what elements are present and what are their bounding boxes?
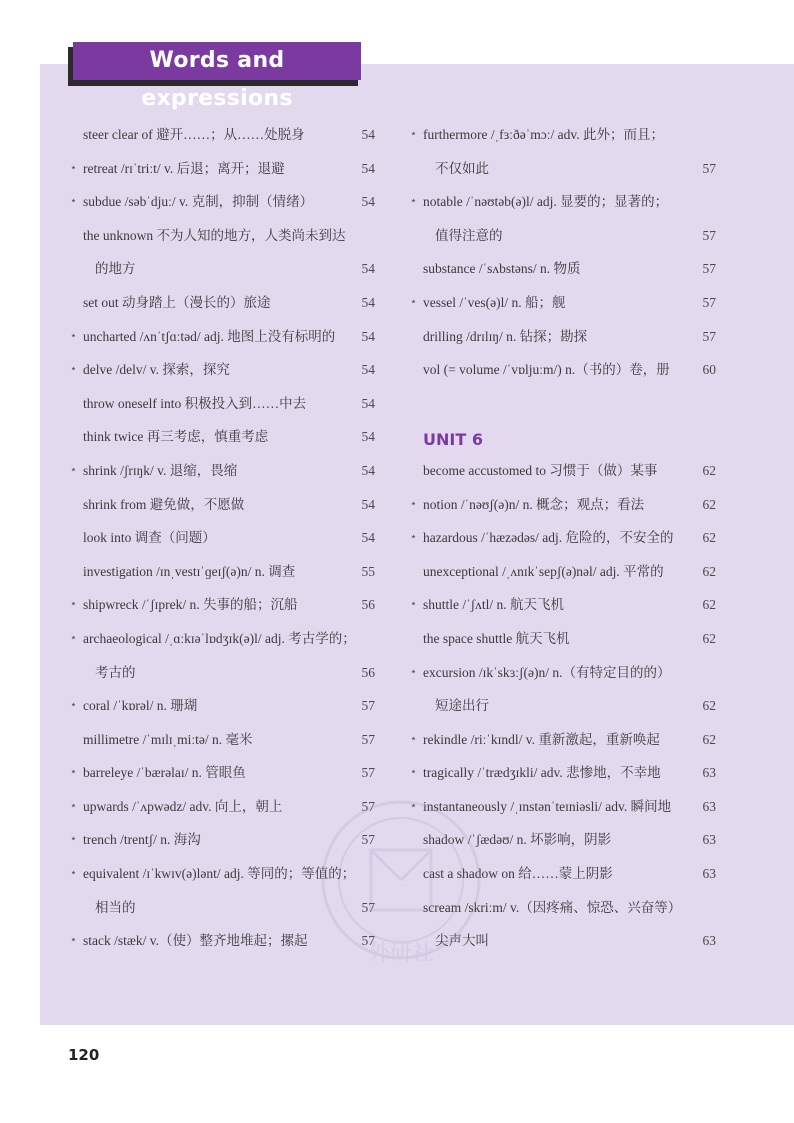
glossary-entry bbox=[410, 286, 716, 320]
entry-page-ref: 62 bbox=[702, 597, 716, 613]
entry-text: instantaneously /ˌɪnstənˈteɪniəsli/ adv. 瞬间地 bbox=[423, 798, 672, 814]
entry-text: upwards /ˈʌpwədz/ adv. 向上，朝上 bbox=[83, 798, 283, 814]
entry-page-ref: 54 bbox=[361, 127, 375, 142]
glossary-entry bbox=[410, 185, 716, 219]
unit-heading-label: UNIT 6 bbox=[423, 430, 483, 450]
glossary-entry bbox=[70, 118, 375, 152]
entry-page-ref: 57 bbox=[702, 328, 716, 344]
entry-text: unexceptional /ˌʌnɪkˈsepʃ(ə)nəl/ adj. 平常的 bbox=[423, 563, 664, 579]
entry-page-ref: 54 bbox=[361, 496, 375, 512]
star-bullet-icon: ⋆ bbox=[410, 598, 417, 611]
star-bullet-icon: ⋆ bbox=[410, 497, 417, 510]
entry-text: vol (= volume /ˈvɒljuːm/) n.（书的）卷，册 bbox=[423, 362, 670, 378]
entry-page-ref: 54 bbox=[361, 462, 375, 478]
glossary-entry bbox=[70, 152, 375, 186]
entry-page-ref: 57 bbox=[361, 698, 375, 714]
entry-page-ref: 63 bbox=[702, 765, 716, 781]
star-bullet-icon: ⋆ bbox=[70, 799, 77, 812]
star-bullet-icon: ⋆ bbox=[410, 531, 417, 544]
entry-text: furthermore /ˌfɜːðəˈmɔː/ adv. 此外；而且； bbox=[423, 127, 664, 142]
entry-text: shrink from 避免做，不愿做 bbox=[83, 496, 245, 512]
glossary-entry bbox=[410, 622, 716, 656]
publisher-watermark bbox=[316, 780, 486, 980]
entry-text: equivalent /ɪˈkwɪv(ə)lənt/ adj. 等同的；等值的； bbox=[83, 866, 356, 882]
entry-text: 的地方 bbox=[95, 261, 136, 277]
entry-page-ref: 54 bbox=[361, 362, 375, 378]
entry-page-ref: 57 bbox=[361, 798, 375, 814]
entry-text: subdue /səbˈdjuː/ v. 克制，抑制（情绪） bbox=[83, 194, 314, 210]
entry-page-ref: 63 bbox=[702, 832, 716, 848]
glossary-entry bbox=[70, 555, 375, 589]
entry-page-ref: 57 bbox=[702, 160, 716, 176]
entry-page-ref: 62 bbox=[702, 496, 716, 512]
entry-text: millimetre /ˈmɪlɪˌmiːtə/ n. 毫米 bbox=[83, 731, 253, 747]
entry-page-ref: 54 bbox=[361, 530, 375, 546]
star-bullet-icon: ⋆ bbox=[410, 295, 417, 308]
section-title: Words and expressions bbox=[73, 42, 361, 80]
entry-page-ref: 56 bbox=[361, 597, 375, 613]
entry-text: 尖声大叫 bbox=[435, 933, 489, 949]
entry-page-ref: 54 bbox=[361, 261, 375, 277]
entry-text: trench /trentʃ/ n. 海沟 bbox=[83, 832, 201, 848]
entry-text: 不仅如此 bbox=[435, 160, 489, 176]
star-bullet-icon: ⋆ bbox=[70, 161, 77, 174]
entry-page-ref: 57 bbox=[361, 899, 375, 915]
glossary-entry bbox=[70, 185, 375, 219]
glossary-entry bbox=[70, 420, 375, 454]
entry-text: shipwreck /ˈʃɪprek/ n. 失事的船；沉船 bbox=[83, 597, 298, 613]
star-bullet-icon: ⋆ bbox=[70, 699, 77, 712]
entry-text: barreleye /ˈbærəlaɪ/ n. 管眼鱼 bbox=[83, 765, 246, 781]
entry-page-ref: 60 bbox=[702, 362, 716, 378]
star-bullet-icon: ⋆ bbox=[70, 195, 77, 208]
star-bullet-icon: ⋆ bbox=[410, 665, 417, 678]
entry-page-ref: 63 bbox=[702, 933, 716, 949]
entry-page-ref: 57 bbox=[361, 933, 375, 949]
glossary-entry bbox=[70, 723, 375, 757]
glossary-entry bbox=[410, 521, 716, 555]
entry-page-ref: 57 bbox=[361, 731, 375, 747]
unit-heading bbox=[410, 420, 716, 454]
star-bullet-icon: ⋆ bbox=[70, 934, 77, 947]
entry-page-ref: 54 bbox=[361, 194, 375, 210]
entry-text: scream /skriːm/ v.（因疼痛、惊恐、兴奋等） bbox=[423, 899, 682, 915]
entry-text: tragically /ˈtrædʒɪkli/ adv. 悲惨地，不幸地 bbox=[423, 765, 661, 781]
entry-page-ref: 54 bbox=[361, 294, 375, 310]
entry-text: archaeological /ˌɑːkɪəˈlɒdʒɪk(ə)l/ adj. 考古学的； bbox=[83, 630, 356, 646]
star-bullet-icon: ⋆ bbox=[410, 195, 417, 208]
entry-text: become accustomed to 习惯于（做）某事 bbox=[423, 462, 658, 478]
entry-text: uncharted /ʌnˈtʃɑːtəd/ adj. 地图上没有标明的 bbox=[83, 328, 336, 344]
entry-page-ref: 57 bbox=[361, 832, 375, 848]
star-bullet-icon: ⋆ bbox=[70, 867, 77, 880]
glossary-entry bbox=[70, 286, 375, 320]
glossary-entry bbox=[70, 320, 375, 354]
entry-text: 短途出行 bbox=[435, 698, 489, 714]
entry-page-ref: 63 bbox=[702, 798, 716, 814]
glossary-entry bbox=[410, 118, 716, 152]
glossary-entry bbox=[410, 588, 716, 622]
entry-text: steer clear of 避开……；从……处脱身 bbox=[83, 127, 305, 142]
entry-text: shuttle /ˈʃʌtl/ n. 航天飞机 bbox=[423, 597, 564, 613]
entry-page-ref: 54 bbox=[361, 429, 375, 445]
glossary-entry bbox=[70, 454, 375, 488]
entry-page-ref: 62 bbox=[702, 731, 716, 747]
glossary-entry bbox=[70, 353, 375, 387]
entry-text: substance /ˈsʌbstəns/ n. 物质 bbox=[423, 261, 581, 277]
glossary-entry bbox=[70, 387, 375, 421]
glossary-entry-continuation bbox=[410, 152, 716, 186]
star-bullet-icon: ⋆ bbox=[70, 766, 77, 779]
entry-page-ref: 54 bbox=[361, 395, 375, 411]
glossary-entry bbox=[410, 252, 716, 286]
entry-page-ref: 57 bbox=[702, 261, 716, 277]
entry-text: the unknown 不为人知的地方，人类尚未到达 bbox=[83, 227, 346, 243]
glossary-entry bbox=[70, 689, 375, 723]
entry-text: 考古的 bbox=[95, 664, 136, 680]
entry-text: set out 动身踏上（漫长的）旅途 bbox=[83, 294, 271, 310]
glossary-entry-continuation bbox=[70, 656, 375, 690]
glossary-entry bbox=[410, 320, 716, 354]
glossary-entry bbox=[70, 521, 375, 555]
star-bullet-icon: ⋆ bbox=[410, 766, 417, 779]
entry-page-ref: 57 bbox=[361, 765, 375, 781]
entry-text: hazardous /ˈhæzədəs/ adj. 危险的，不安全的 bbox=[423, 530, 674, 546]
watermark-label: 外研社 bbox=[367, 941, 435, 966]
glossary-entry-continuation bbox=[70, 252, 375, 286]
entry-page-ref: 62 bbox=[702, 530, 716, 546]
entry-text: the space shuttle 航天飞机 bbox=[423, 630, 570, 646]
glossary-entry bbox=[70, 219, 375, 253]
entry-text: excursion /ɪkˈskɜːʃ(ə)n/ n.（有特定目的的） bbox=[423, 664, 671, 680]
entry-text: vessel /ˈves(ə)l/ n. 船；舰 bbox=[423, 294, 566, 310]
entry-page-ref: 55 bbox=[361, 563, 375, 579]
entry-text: 相当的 bbox=[95, 899, 136, 915]
star-bullet-icon: ⋆ bbox=[70, 329, 77, 342]
entry-text: coral /ˈkɒrəl/ n. 珊瑚 bbox=[83, 698, 198, 714]
entry-text: stack /stæk/ v.（使）整齐地堆起；摞起 bbox=[83, 933, 308, 949]
star-bullet-icon: ⋆ bbox=[70, 631, 77, 644]
glossary-entry bbox=[410, 488, 716, 522]
entry-text: shrink /ʃrɪŋk/ v. 退缩，畏缩 bbox=[83, 462, 238, 478]
entry-page-ref: 54 bbox=[361, 328, 375, 344]
entry-page-ref: 62 bbox=[702, 462, 716, 478]
page-number: 120 bbox=[68, 1046, 100, 1064]
entry-text: notable /ˈnəʊtəb(ə)l/ adj. 显要的；显著的； bbox=[423, 194, 669, 210]
star-bullet-icon: ⋆ bbox=[70, 363, 77, 376]
entry-text: cast a shadow on 给……蒙上阴影 bbox=[423, 866, 613, 882]
entry-text: throw oneself into 积极投入到……中去 bbox=[83, 395, 307, 411]
glossary-entry bbox=[410, 656, 716, 690]
star-bullet-icon: ⋆ bbox=[70, 833, 77, 846]
entry-text: look into 调查（问题） bbox=[83, 530, 216, 546]
star-bullet-icon: ⋆ bbox=[410, 732, 417, 745]
entry-text: retreat /rɪˈtriːt/ v. 后退；离开；退避 bbox=[83, 160, 285, 176]
glossary-entry bbox=[410, 723, 716, 757]
glossary-entry bbox=[410, 555, 716, 589]
entry-page-ref: 62 bbox=[702, 563, 716, 579]
entry-text: rekindle /riːˈkɪndl/ v. 重新激起，重新唤起 bbox=[423, 731, 660, 747]
entry-page-ref: 57 bbox=[702, 227, 716, 243]
star-bullet-icon: ⋆ bbox=[70, 463, 77, 476]
section-spacer bbox=[410, 387, 716, 421]
glossary-entry bbox=[70, 588, 375, 622]
glossary-entry bbox=[70, 488, 375, 522]
star-bullet-icon: ⋆ bbox=[410, 799, 417, 812]
entry-page-ref: 62 bbox=[702, 630, 716, 646]
entry-page-ref: 57 bbox=[702, 294, 716, 310]
glossary-entry-continuation bbox=[410, 689, 716, 723]
entry-text: delve /delv/ v. 探索，探究 bbox=[83, 362, 230, 378]
glossary-entry bbox=[410, 353, 716, 387]
entry-text: drilling /drɪlɪŋ/ n. 钻探；勘探 bbox=[423, 328, 588, 344]
glossary-entry bbox=[70, 622, 375, 656]
entry-page-ref: 54 bbox=[361, 160, 375, 176]
star-bullet-icon: ⋆ bbox=[70, 598, 77, 611]
entry-text: investigation /ɪnˌvestɪˈɡeɪʃ(ə)n/ n. 调查 bbox=[83, 563, 296, 579]
entry-page-ref: 62 bbox=[702, 698, 716, 714]
entry-page-ref: 63 bbox=[702, 866, 716, 882]
entry-page-ref: 56 bbox=[361, 664, 375, 680]
entry-text: think twice 再三考虑，慎重考虑 bbox=[83, 429, 269, 445]
entry-text: notion /ˈnəʊʃ(ə)n/ n. 概念；观点；看法 bbox=[423, 496, 645, 512]
entry-text: 值得注意的 bbox=[435, 227, 503, 243]
glossary-entry-continuation bbox=[410, 219, 716, 253]
glossary-entry bbox=[410, 454, 716, 488]
entry-text: shadow /ˈʃædəʊ/ n. 坏影响，阴影 bbox=[423, 832, 612, 848]
star-bullet-icon: ⋆ bbox=[410, 128, 417, 140]
